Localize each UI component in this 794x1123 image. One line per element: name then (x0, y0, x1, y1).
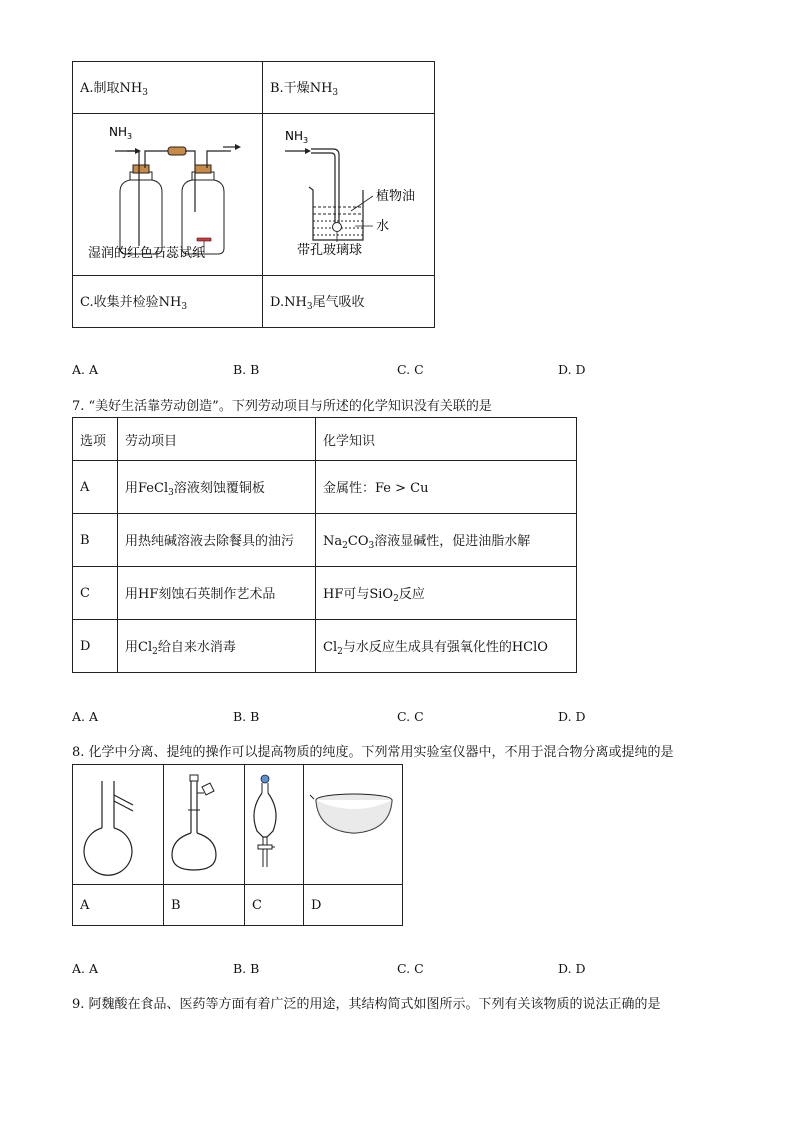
q7-option-a[interactable]: A. A (72, 709, 99, 724)
fig-d-ball-label: 带孔玻璃球 (297, 243, 363, 258)
q8-option-c[interactable]: C. C (397, 961, 424, 976)
q6-a-sub: 3 (142, 88, 148, 98)
q8-fig-d (304, 765, 403, 885)
q6-b-chem: NH (309, 81, 333, 96)
q7-row-a-option: A (73, 461, 118, 514)
q8-instrument-table (72, 764, 403, 926)
q7-row-b-knowledge: $Na_2CO_3$溶液显碱性，促进油脂水解 (316, 514, 577, 567)
q8-fig-c (245, 765, 304, 885)
q8-option-d[interactable]: D. D (558, 961, 586, 976)
q8-fig-b (164, 765, 245, 885)
volumetric-flask-icon (164, 765, 244, 880)
fig-c-caption: 湿润的红色石蕊试纸 (88, 246, 206, 261)
q6-b-text: B.干燥 (270, 81, 310, 96)
distilling-flask-icon (73, 765, 163, 880)
q6-d-text: D. (270, 295, 285, 310)
q8-label-a: A (73, 885, 164, 926)
q7-option-c[interactable]: C. C (397, 709, 424, 724)
q6-option-a[interactable]: A. A (72, 362, 99, 377)
q8-option-b[interactable]: B. B (233, 961, 260, 976)
q8-label-d: D (304, 885, 403, 926)
q8-options (72, 961, 732, 979)
q7-table (72, 417, 577, 673)
q6-cell-d-figure (263, 114, 435, 276)
q6-b-sub: 3 (332, 88, 339, 98)
q6-a-text: A.制取 (80, 81, 120, 96)
q7-header-option: 选项 (73, 418, 118, 461)
q7-row-d-labor: 用$Cl_2$给自来水消毒 (118, 620, 316, 673)
absorption-beaker-figure (263, 114, 434, 271)
q7-row-c-knowledge: HF可与SiO$_2$反应 (316, 567, 577, 620)
q7-row-a-knowledge: 金属性：Fe > Cu (316, 461, 577, 514)
q6-cell-d-label (263, 276, 435, 328)
q7-row-d-option: D (73, 620, 118, 673)
q6-apparatus-table (72, 61, 435, 328)
q6-d-sub: 3 (306, 302, 313, 312)
separatory-funnel-icon (245, 765, 303, 880)
q6-option-d[interactable]: D. D (558, 362, 586, 377)
q6-c-text: C.收集并检验 (80, 295, 159, 310)
q6-a-chem: NH (119, 81, 143, 96)
table-row (73, 514, 577, 567)
q7-row-b-option: B (73, 514, 118, 567)
q9-stem: 9. 阿魏酸在食品、医药等方面有着广泛的用途，其结构简式如图所示。下列有关该物质的说法正确的是 (72, 997, 661, 1012)
q8-option-a[interactable]: A. A (72, 961, 99, 976)
q7-row-c-labor: 用HF刻蚀石英制作艺术品 (118, 567, 316, 620)
q8-stem: 8. 化学中分离、提纯的操作可以提高物质的纯度。下列常用实验室仪器中，不用于混合物分离或提纯的是 (72, 745, 674, 760)
q6-cell-b-label (263, 62, 435, 114)
q6-cell-c-label (73, 276, 263, 328)
fig-d-water-label: 水 (376, 219, 390, 234)
table-row (73, 567, 577, 620)
fig-c-gas-label: $NH_3$ (109, 125, 133, 141)
q7-row-d-knowledge: $Cl_2$与水反应生成具有强氧化性的HClO (316, 620, 577, 673)
q7-row-c-option: C (73, 567, 118, 620)
q6-option-c[interactable]: C. C (397, 362, 424, 377)
q7-row-b-labor: 用热纯碱溶液去除餐具的油污 (118, 514, 316, 567)
q7-stem: 7. “美好生活靠劳动创造”。下列劳动项目与所述的化学知识没有关联的是 (72, 399, 492, 414)
q6-option-b[interactable]: B. B (233, 362, 260, 377)
fig-d-oil-label: 植物油 (376, 189, 416, 204)
fig-d-gas-label: $NH_3$ (285, 129, 309, 145)
q6-cell-c-figure (73, 114, 263, 276)
q6-d-chem: NH (284, 295, 307, 310)
q6-c-chem: NH (158, 295, 182, 310)
q7-header-knowledge: 化学知识 (316, 418, 577, 461)
q8-label-c: C (245, 885, 304, 926)
q6-d-post: 尾气吸收 (312, 295, 365, 310)
q7-option-b[interactable]: B. B (233, 709, 260, 724)
evaporating-dish-icon (304, 765, 402, 880)
gas-bottles-figure (73, 114, 262, 271)
table-row (73, 461, 577, 514)
q6-cell-a-label (73, 62, 263, 114)
q8-label-b: B (164, 885, 245, 926)
q7-options (72, 709, 732, 727)
table-row (73, 620, 577, 673)
q8-fig-a (73, 765, 164, 885)
q7-option-d[interactable]: D. D (558, 709, 586, 724)
q7-row-a-labor: 用FeCl$_3$溶液刻蚀覆铜板 (118, 461, 316, 514)
q7-header-labor: 劳动项目 (118, 418, 316, 461)
q6-options (72, 362, 732, 380)
q6-c-sub: 3 (181, 302, 188, 312)
